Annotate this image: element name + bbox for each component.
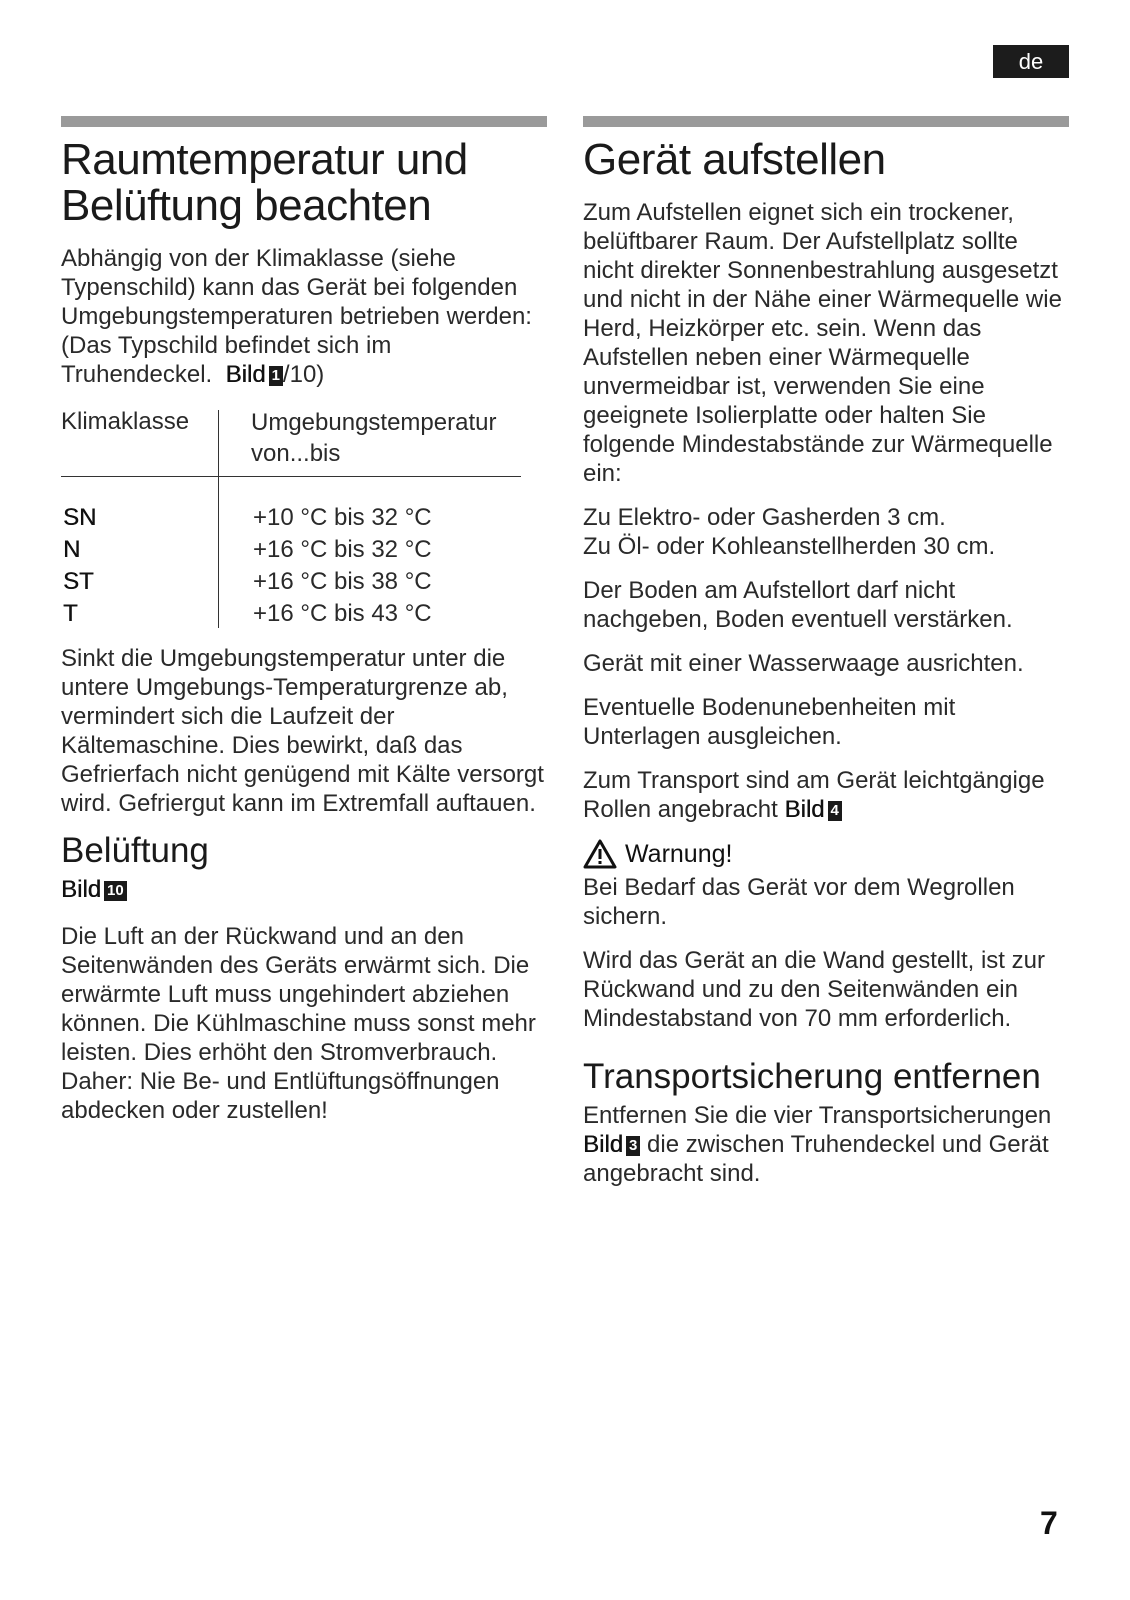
climate-class-cell: T	[63, 600, 78, 627]
heading-geraet-aufstellen: Gerät aufstellen	[583, 135, 886, 184]
heading-belueftung: Belüftung	[61, 831, 209, 870]
wandabstand-paragraph: Wird das Gerät an die Wand gestellt, ist zur Rückwand und zu den Seitenwänden ein Mindestabstand von 70 mm erforderlich.	[583, 947, 1045, 1032]
section-rule	[61, 116, 547, 127]
temperature-range-cell: +10 °C bis 32 °C	[253, 504, 432, 531]
figure-number-badge: 4	[828, 801, 842, 821]
abstand-line-2: Zu Öl- oder Kohleanstellherden 30 cm.	[583, 533, 996, 560]
temperature-range-cell: +16 °C bis 32 °C	[253, 536, 432, 563]
abstand-line-1: Zu Elektro- oder Gasherden 3 cm.	[583, 504, 946, 531]
warning-label: Warnung!	[625, 840, 733, 868]
table-divider-horizontal	[61, 476, 521, 477]
section-rule	[583, 116, 1069, 127]
bild-label: Bild	[583, 1131, 624, 1158]
warning-heading	[583, 839, 1069, 869]
climate-class-cell: ST	[63, 568, 94, 595]
abstand-paragraph	[583, 503, 1069, 561]
table-header-ambient-temperature: Umgebungstemperatur von...bis	[251, 409, 497, 467]
page-number: 7	[1040, 1505, 1058, 1541]
left-column	[61, 116, 547, 1140]
table-row	[61, 534, 521, 566]
intro-paragraph: Abhängig von der Klimaklasse (siehe Typenschild) kann das Gerät bei folgenden Umgebungstemperaturen betrieben werden:	[61, 245, 532, 330]
typschild-paragraph	[61, 331, 547, 389]
wasserwaage-paragraph: Gerät mit einer Wasserwaage ausrichten.	[583, 650, 1024, 677]
climate-class-table	[61, 404, 547, 632]
figure-number-badge: 3	[626, 1136, 640, 1156]
bild-label: Bild	[61, 876, 102, 903]
rollen-text: Zum Transport sind am Gerät leichtgängige Rollen angebracht	[583, 767, 1045, 823]
transport-text-2: die zwischen Truhendeckel und Gerät angebracht sind.	[583, 1131, 1049, 1187]
climate-class-cell: N	[63, 536, 81, 563]
figure-number-badge: 1	[269, 366, 283, 386]
rollen-paragraph	[583, 766, 1069, 824]
transport-paragraph	[583, 1101, 1069, 1188]
bild-label: Bild	[225, 361, 266, 388]
warning-paragraph: Bei Bedarf das Gerät vor dem Wegrollen sichern.	[583, 874, 1015, 930]
table-row	[61, 566, 521, 598]
table-header-climate-class: Klimaklasse	[61, 408, 190, 435]
table-row	[61, 598, 521, 630]
table-row	[61, 502, 521, 534]
warning-triangle-icon	[583, 839, 617, 869]
language-badge: de	[993, 45, 1069, 78]
belueftung-paragraph: Die Luft an der Rückwand und an den Seitenwänden des Geräts erwärmt sich. Die erwärmte Luft muss ungehindert abziehen können. Die Kühlmaschine muss sonst mehr leisten. Dies erhöht den Stromverbrauch. Daher: Nie Be- und Entlüftungsöffnungen abdecken oder zustellen!	[61, 923, 536, 1124]
figure-suffix: /10)	[282, 361, 325, 388]
heading-transportsicherung: Transportsicherung entfernen	[583, 1057, 1041, 1096]
typschild-text: (Das Typschild befindet sich im Truhendeckel.	[61, 332, 392, 388]
belueftung-figure-ref	[61, 875, 547, 904]
bild-label: Bild	[784, 796, 825, 823]
temperature-range-cell: +16 °C bis 38 °C	[253, 568, 432, 595]
temperature-range-cell: +16 °C bis 43 °C	[253, 600, 432, 627]
aufstellen-paragraph: Zum Aufstellen eignet sich ein trockener, belüftbarer Raum. Der Aufstellplatz sollte nicht direkter Sonnenbestrahlung ausgesetzt und nicht in der Nähe einer Wärmequelle wie Herd, Heizkörper etc. sein. Wenn das Aufstellen neben einer Wärmequelle unvermeidbar ist, verwenden Sie eine geeignete Isolierplatte oder halten Sie folgende Mindestabstände zur Wärmequelle ein:	[583, 199, 1062, 487]
unebenheiten-paragraph: Eventuelle Bodenunebenheiten mit Unterlagen ausgleichen.	[583, 694, 956, 750]
heading-raumtemperatur: Raumtemperatur und Belüftung beachten	[61, 135, 468, 230]
transport-text-1: Entfernen Sie die vier Transportsicherungen	[583, 1102, 1052, 1129]
sinkt-paragraph: Sinkt die Umgebungstemperatur unter die untere Umgebungs-Temperaturgrenze ab, vermindert sich die Laufzeit der Kältemaschine. Dies bewirkt, daß das Gefrierfach nicht genügend mit Kälte versorgt wird. Gefriergut kann im Extremfall auftauen.	[61, 645, 544, 817]
right-column	[583, 116, 1069, 1203]
figure-number-badge: 10	[104, 881, 127, 901]
climate-class-cell: SN	[63, 504, 97, 531]
boden-paragraph: Der Boden am Aufstellort darf nicht nachgeben, Boden eventuell verstärken.	[583, 577, 1013, 633]
